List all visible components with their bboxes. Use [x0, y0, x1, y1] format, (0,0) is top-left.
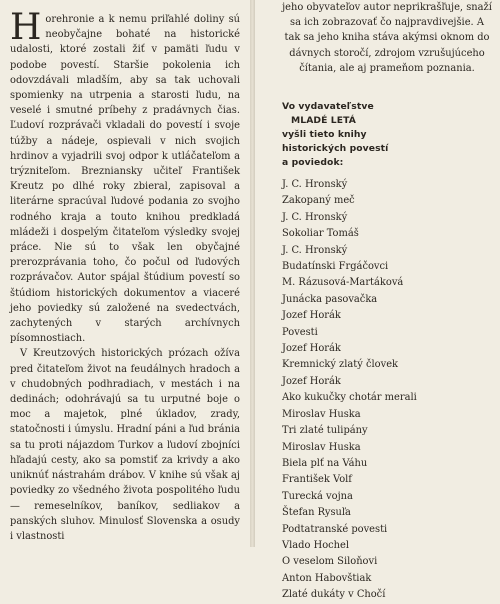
paragraph-1-text: orehronie a k nemu priľahlé doliny sú neobyčajne bohaté na historické udalosti, ktoré zostali žiť v pamäti ľudu v podobe povestí. Staršie pokolenia ich odovzdávali mladším, aby sa tak uchovali spomienky na utrpenia a starosti ľudu, na veselé i smutné príbehy z pradávnych čias. Ľudoví rozprávači vkladali do povestí i svoje túžby a nádeje, ospievali v nich svojich hrdinov a vyjadrili svoj odpor k utláčateľom a trýzniteľom. Brezniansky učiteľ František Kreutz po dlhé roky zbieral, zapisoval a literárne spracúval ľudové podania zo svojho rodného kraja a touto knihou predkladá mládeži i dospelým čitateľom výsledky svojej práce. Nie sú to však len obyčajné prerozprávania toho, čo počul od ľudových rozprávačov. Autor spájal štúdium povestí so štúdiom historických dokumentov a viaceré jeho poviedky sú založené na svedectvách, zachytených v starých archívnych písomnostiach. [10, 14, 240, 345]
paragraph-2: V Kreutzových historických prózach ožíva pred čitateľom život na feudálnych hradoch a v chudobných podhradiach, v mestách i na dedinách; odohrávajú sa tu urputné boje o moc a majetok, plné úkladov, zrady, statočnosti i úmyslu. Hradní páni a ľud bránia sa tu proti nájazdom Turkov a ľudoví zbojníci hľadajú cesty, ako sa pomstiť za krivdy a ako uniknúť nástrahám drábov. V knihe sú však aj poviedky zo všedného života pospolitého ľudu — remeselníkov, baníkov, sedliakov a panských sluhov. Minulosť Slovenska a osudy i vlastnosti [10, 348, 240, 542]
intro-line: vyšli tieto knihy [282, 129, 367, 141]
book-title: Turecká vojna [282, 490, 353, 502]
book-author: František Volf [282, 474, 352, 486]
book-author: Vlado Hochel [282, 539, 350, 551]
book-author: J. C. Hronský [282, 244, 348, 256]
book-author: Štefan Rysuľa [282, 507, 351, 519]
publisher-name: MLADÉ LETÁ [291, 115, 357, 127]
book-author: Miroslav Huska [282, 441, 361, 453]
book-author: J. C. Hronský [282, 211, 348, 223]
book-title: Junácka pasovačka [282, 293, 378, 305]
book-title: Biela plť na Váhu [282, 457, 368, 469]
book-title: Sokoliar Tomáš [282, 228, 359, 240]
book-title: Zlaté dukáty v Chočí [282, 589, 386, 601]
book-title: Povesti [282, 326, 318, 338]
book-list [282, 177, 500, 604]
book-author: Miroslav Huska [282, 408, 361, 420]
continuation-text: jeho obyvateľov autor neprikrašľuje, snaží sa ich zobrazovať čo najpravdivejšie. A tak sa jeho kniha stáva akýmsi oknom do dávnych storočí, zdrojom vzrušujúceho čítania, ale aj prameňom poznania. [282, 2, 492, 74]
book-title: Kremnický zlatý človek [282, 359, 399, 371]
book-author: Jozef Horák [282, 343, 341, 355]
publisher-intro [282, 100, 500, 170]
intro-line: historických povestí [282, 143, 389, 155]
book-author: Jozef Horák [282, 375, 341, 387]
book-title: Podtatranské povesti [282, 523, 388, 535]
book-author: Anton Habovštiak [282, 572, 372, 584]
book-title: Tri zlaté tulipány [282, 425, 368, 437]
book-title: Ako kukučky chotár merali [282, 392, 417, 404]
intro-line: Vo vydavateľstve [282, 101, 374, 113]
right-page [255, 0, 500, 601]
book-title: Budatínski Frgáčovci [282, 261, 389, 273]
drop-cap: H [10, 7, 42, 48]
book-author: M. Rázusová-Martáková [282, 277, 404, 289]
book-author: Jozef Horák [282, 310, 341, 322]
intro-line: a poviedok: [282, 157, 344, 169]
book-author: J. C. Hronský [282, 179, 348, 191]
left-page [0, 0, 250, 547]
paragraph-1 [10, 7, 240, 346]
book-title: O veselom Siloňovi [282, 556, 378, 568]
book-title: Zakopaný meč [282, 195, 355, 207]
